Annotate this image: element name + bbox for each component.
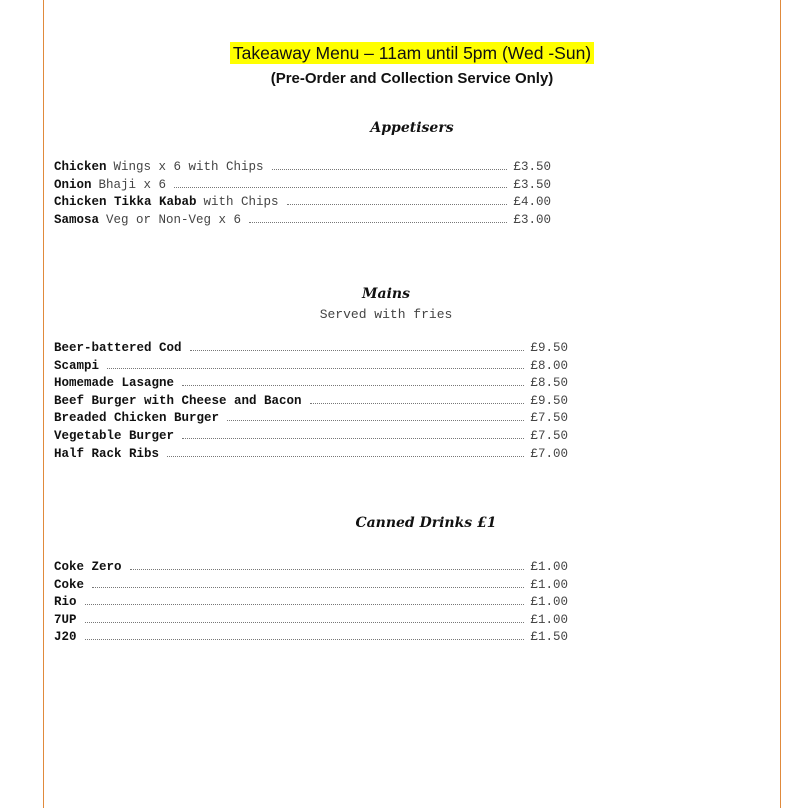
drinks-list bbox=[54, 560, 568, 648]
item-name: Half Rack Ribs bbox=[54, 446, 160, 461]
menu-item bbox=[54, 578, 568, 596]
item-price: £4.00 bbox=[513, 195, 551, 210]
item-name: Vegetable Burger bbox=[54, 428, 175, 443]
item-name: Coke bbox=[54, 577, 85, 592]
menu-item bbox=[54, 595, 568, 613]
item-price: £8.50 bbox=[530, 376, 568, 391]
item-price: £3.50 bbox=[513, 160, 551, 174]
dot-leader bbox=[272, 169, 508, 170]
dot-leader bbox=[130, 569, 525, 570]
item-description: with Chips bbox=[203, 195, 279, 210]
item-name: Scampi bbox=[54, 358, 100, 373]
dot-leader bbox=[92, 587, 524, 588]
item-price: £7.50 bbox=[530, 428, 568, 443]
item-description: Wings x 6 with Chips bbox=[113, 160, 264, 174]
menu-item bbox=[54, 160, 551, 178]
item-price: £7.50 bbox=[530, 411, 568, 426]
dot-leader bbox=[107, 368, 524, 369]
menu-item bbox=[54, 178, 551, 196]
dot-leader bbox=[249, 222, 507, 223]
item-price: £1.00 bbox=[530, 560, 568, 574]
item-price: £9.50 bbox=[530, 341, 568, 355]
menu-item bbox=[54, 376, 568, 394]
item-price: £3.50 bbox=[513, 177, 551, 192]
item-name: Chicken bbox=[54, 160, 107, 174]
menu-subtitle: (Pre-Order and Collection Service Only) bbox=[270, 70, 554, 87]
item-name: Breaded Chicken Burger bbox=[54, 411, 220, 426]
menu-page bbox=[43, 0, 781, 808]
dot-leader bbox=[167, 456, 524, 457]
mains-heading: Mains bbox=[362, 286, 410, 302]
item-name: Homemade Lasagne bbox=[54, 376, 175, 391]
menu-item bbox=[54, 213, 551, 231]
menu-item bbox=[54, 613, 568, 631]
dot-leader bbox=[227, 420, 524, 421]
item-price: £3.00 bbox=[513, 212, 551, 227]
menu-item bbox=[54, 359, 568, 377]
menu-item bbox=[54, 560, 568, 578]
item-price: £1.00 bbox=[530, 595, 568, 610]
drinks-heading: Canned Drinks £1 bbox=[355, 515, 497, 531]
dot-leader bbox=[310, 403, 525, 404]
item-name: Samosa bbox=[54, 212, 100, 227]
mains-note: Served with fries bbox=[319, 307, 453, 322]
item-name: Beef Burger with Cheese and Bacon bbox=[54, 393, 302, 408]
dot-leader bbox=[85, 604, 525, 605]
item-name: Rio bbox=[54, 595, 77, 610]
item-price: £7.00 bbox=[530, 446, 568, 461]
item-price: £9.50 bbox=[530, 393, 568, 408]
dot-leader bbox=[174, 187, 507, 188]
dot-leader bbox=[85, 622, 525, 623]
item-name: Onion bbox=[54, 177, 92, 192]
dot-leader bbox=[190, 350, 525, 351]
menu-item bbox=[54, 411, 568, 429]
item-price: £1.00 bbox=[530, 612, 568, 627]
menu-item bbox=[54, 341, 568, 359]
item-price: £1.50 bbox=[530, 630, 568, 645]
menu-item bbox=[54, 630, 568, 648]
title-wrap bbox=[44, 43, 780, 64]
item-description: Bhaji x 6 bbox=[98, 177, 167, 192]
dot-leader bbox=[85, 639, 525, 640]
item-name: 7UP bbox=[54, 612, 77, 627]
dot-leader bbox=[182, 438, 524, 439]
item-price: £1.00 bbox=[530, 577, 568, 592]
appetisers-list bbox=[54, 160, 551, 230]
menu-item bbox=[54, 394, 568, 412]
menu-item bbox=[54, 429, 568, 447]
item-price: £8.00 bbox=[530, 358, 568, 373]
menu-item bbox=[54, 195, 551, 213]
menu-item bbox=[54, 447, 568, 465]
item-name: Chicken Tikka Kabab bbox=[54, 195, 197, 210]
mains-list bbox=[54, 341, 568, 464]
dot-leader bbox=[182, 385, 524, 386]
menu-title: Takeaway Menu – 11am until 5pm (Wed -Sun) bbox=[230, 42, 594, 64]
item-description: Veg or Non-Veg x 6 bbox=[106, 212, 242, 227]
item-name: J20 bbox=[54, 630, 77, 645]
dot-leader bbox=[287, 204, 508, 205]
appetisers-heading: Appetisers bbox=[370, 120, 454, 136]
item-name: Beer-battered Cod bbox=[54, 341, 182, 355]
item-name: Coke Zero bbox=[54, 560, 122, 574]
